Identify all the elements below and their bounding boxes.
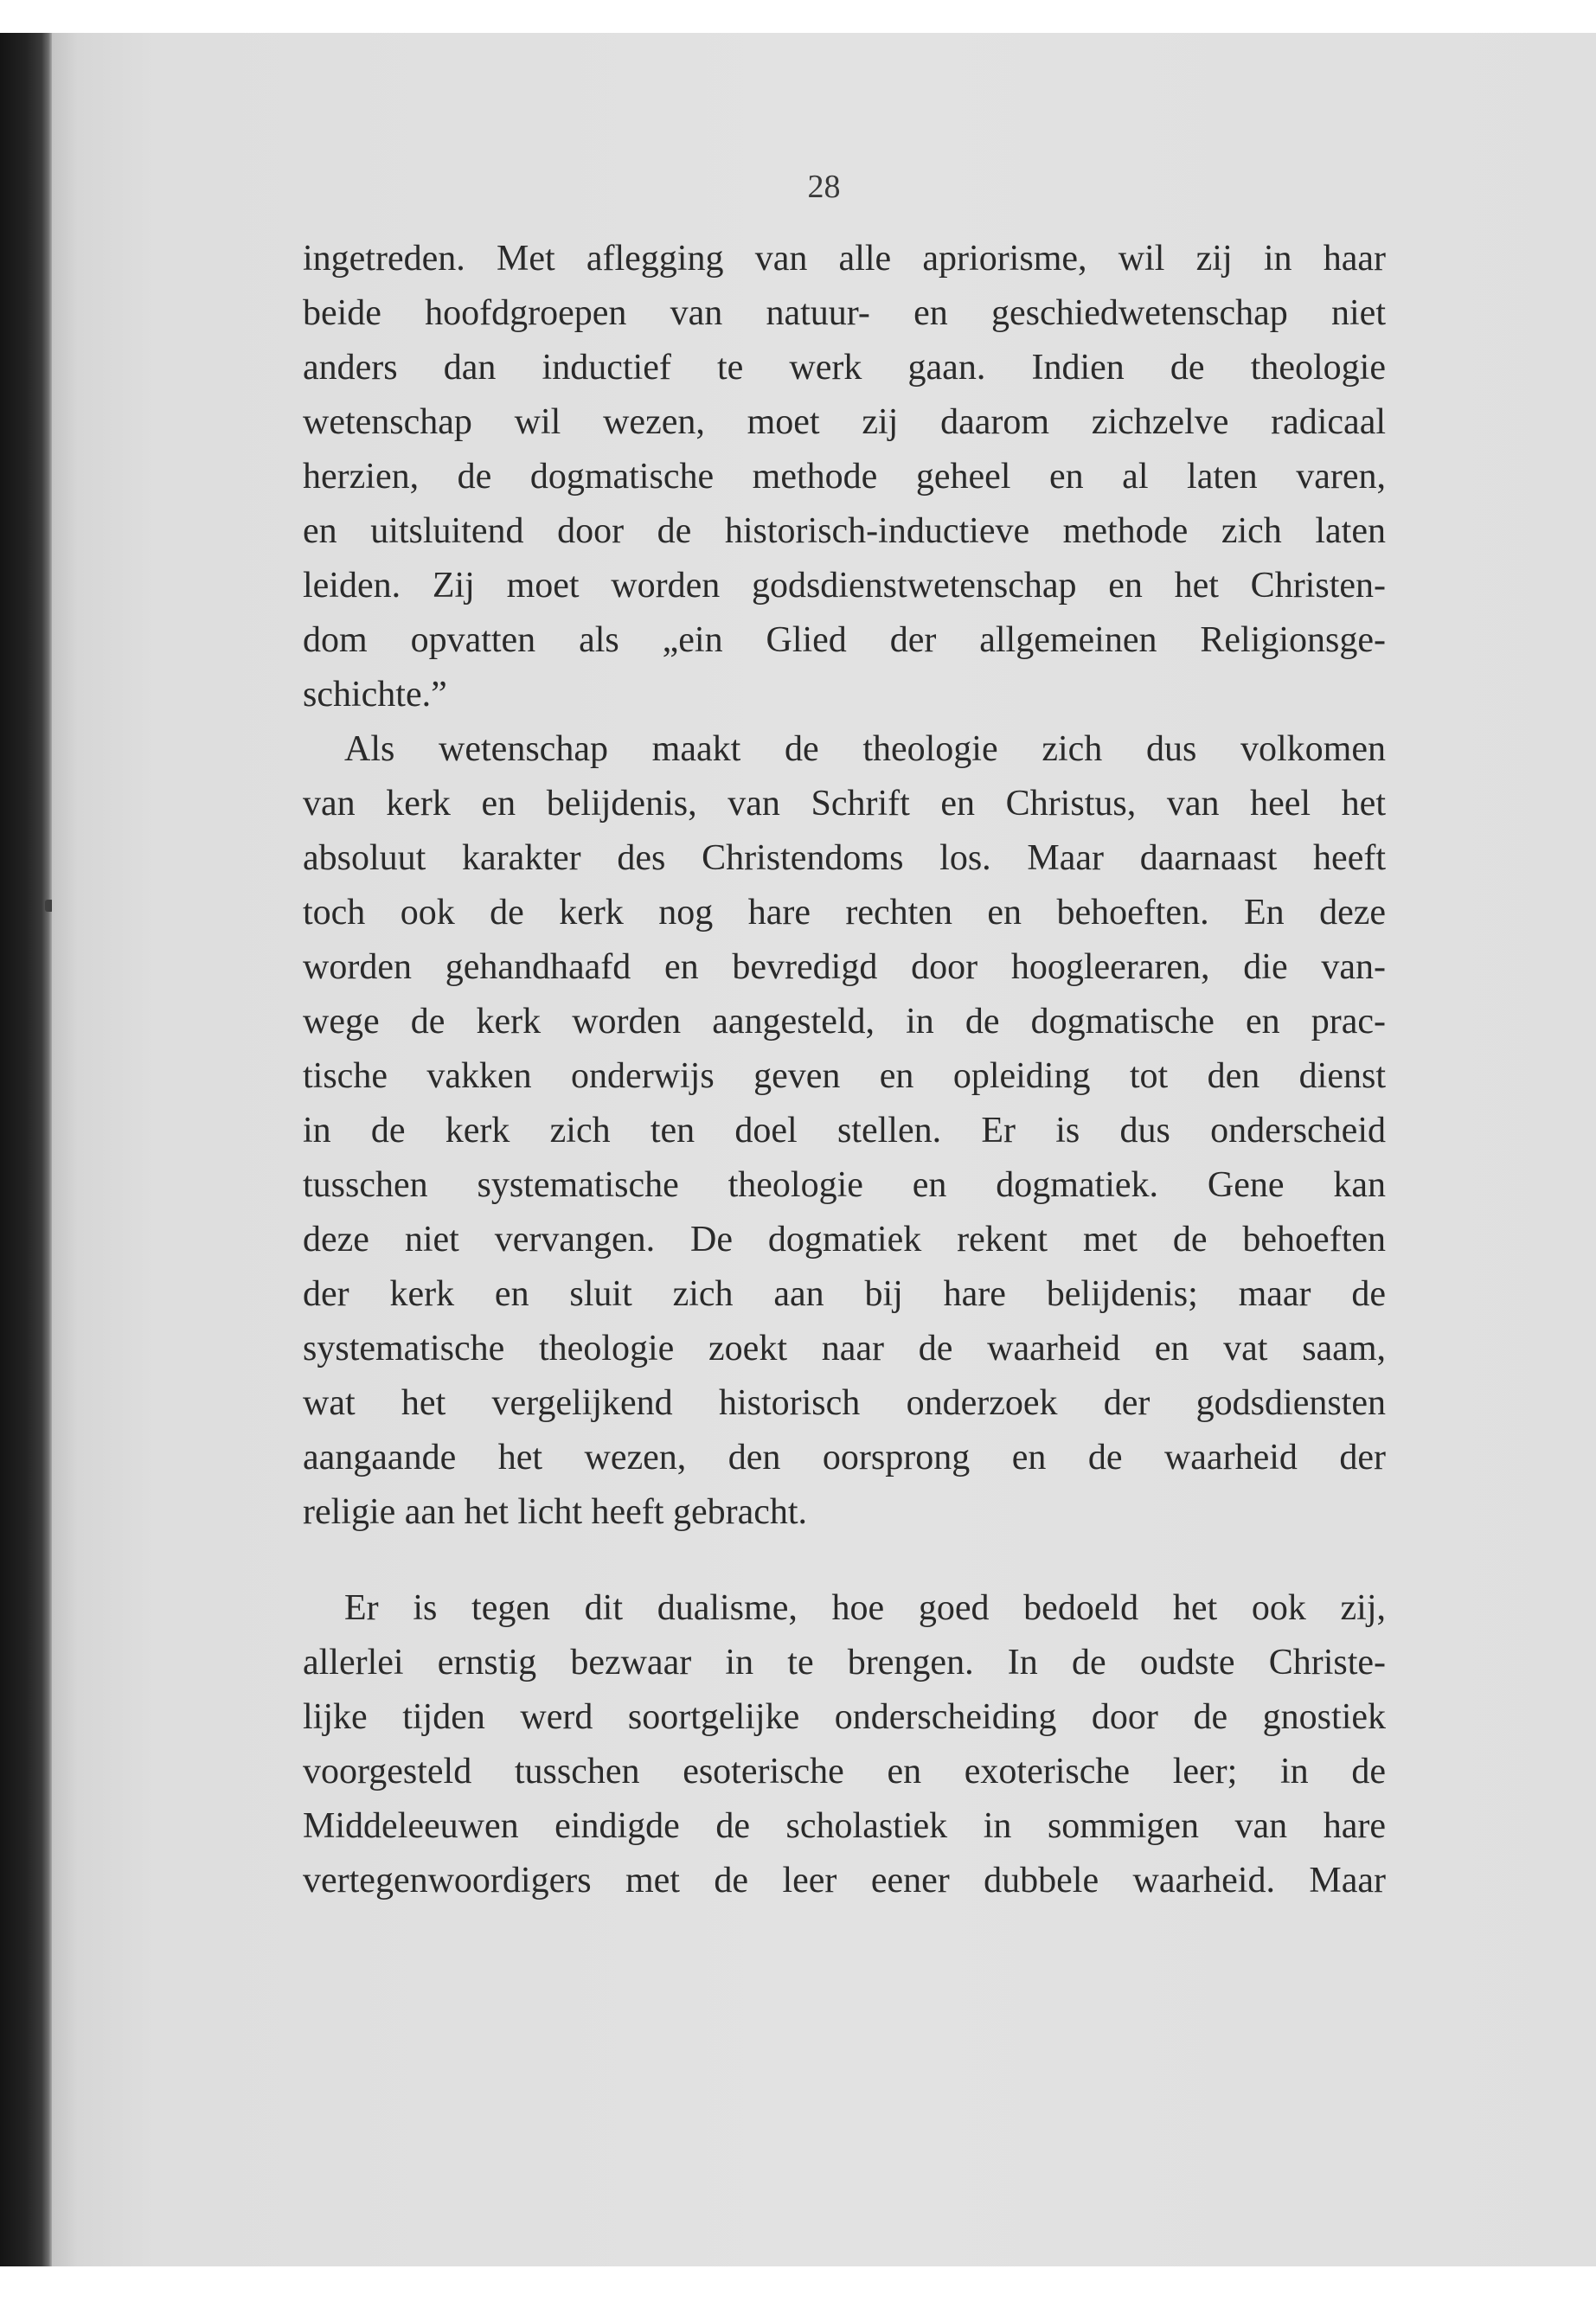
scan-top-margin: [0, 0, 1596, 33]
text-line: systematische theologie zoekt naar de waarheid en vat saam,: [303, 1329, 1386, 1368]
text-line: religie aan het licht heeft gebracht.: [303, 1492, 808, 1532]
text-line: wat het vergelijkend historisch onderzoek der godsdiensten: [303, 1383, 1386, 1423]
text-line: Er is tegen dit dualisme, hoe goed bedoeld het ook zij,: [344, 1588, 1386, 1628]
book-binding-edge: [0, 33, 52, 2266]
page-number: 28: [807, 169, 841, 205]
text-line: aangaande het wezen, den oorsprong en de waarheid der: [303, 1438, 1386, 1477]
text-line: van kerk en belijdenis, van Schrift en Christus, van heel het: [303, 784, 1386, 824]
text-line: absoluut karakter des Christendoms los. Maar daarnaast heeft: [303, 838, 1386, 878]
text-line: in de kerk zich ten doel stellen. Er is dus onderscheid: [303, 1111, 1386, 1150]
text-line: en uitsluitend door de historisch-inductieve methode zich laten: [303, 511, 1386, 551]
text-line: ingetreden. Met aflegging van alle apriorisme, wil zij in haar: [303, 239, 1386, 279]
paragraph-3: [303, 1581, 1386, 1908]
text-line: beide hoofdgroepen van natuur- en geschiedwetenschap niet: [303, 293, 1386, 333]
paragraph-1: [303, 232, 1386, 722]
text-line: wege de kerk worden aangesteld, in de dogmatische en prac-: [303, 1002, 1386, 1042]
text-line: der kerk en sluit zich aan bij hare belijdenis; maar de: [303, 1274, 1386, 1314]
scan-bottom-margin: [0, 2266, 1596, 2301]
body-text: [303, 232, 1386, 1908]
text-line: vertegenwoordigers met de leer eener dubbele waarheid. Maar: [303, 1861, 1386, 1900]
text-line: lijke tijden werd soortgelijke onderscheiding door de gnostiek: [303, 1697, 1386, 1737]
text-line: allerlei ernstig bezwaar in te brengen. In de oudste Christe-: [303, 1643, 1386, 1682]
text-line: schichte.”: [303, 675, 447, 715]
book-page: [52, 33, 1596, 2266]
text-line: anders dan inductief te werk gaan. Indien de theologie: [303, 348, 1386, 388]
text-line: herzien, de dogmatische methode geheel en al laten varen,: [303, 457, 1386, 497]
text-line: Middeleeuwen eindigde de scholastiek in sommigen van hare: [303, 1806, 1386, 1846]
text-line: dom opvatten als „ein Glied der allgemeinen Religionsge-: [303, 620, 1386, 660]
text-line: wetenschap wil wezen, moet zij daarom zichzelve radicaal: [303, 402, 1386, 442]
text-line: toch ook de kerk nog hare rechten en behoeften. En deze: [303, 893, 1386, 933]
text-line: Als wetenschap maakt de theologie zich dus volkomen: [344, 729, 1386, 769]
text-line: worden gehandhaafd en bevredigd door hoogleeraren, die van-: [303, 947, 1386, 987]
paragraph-2: [303, 722, 1386, 1540]
text-line: leiden. Zij moet worden godsdienstwetenschap en het Christen-: [303, 566, 1386, 606]
text-line: tische vakken onderwijs geven en opleiding tot den dienst: [303, 1056, 1386, 1096]
text-line: voorgesteld tusschen esoterische en exoterische leer; in de: [303, 1752, 1386, 1791]
text-line: tusschen systematische theologie en dogmatiek. Gene kan: [303, 1165, 1386, 1205]
text-line: deze niet vervangen. De dogmatiek rekent met de behoeften: [303, 1220, 1386, 1259]
